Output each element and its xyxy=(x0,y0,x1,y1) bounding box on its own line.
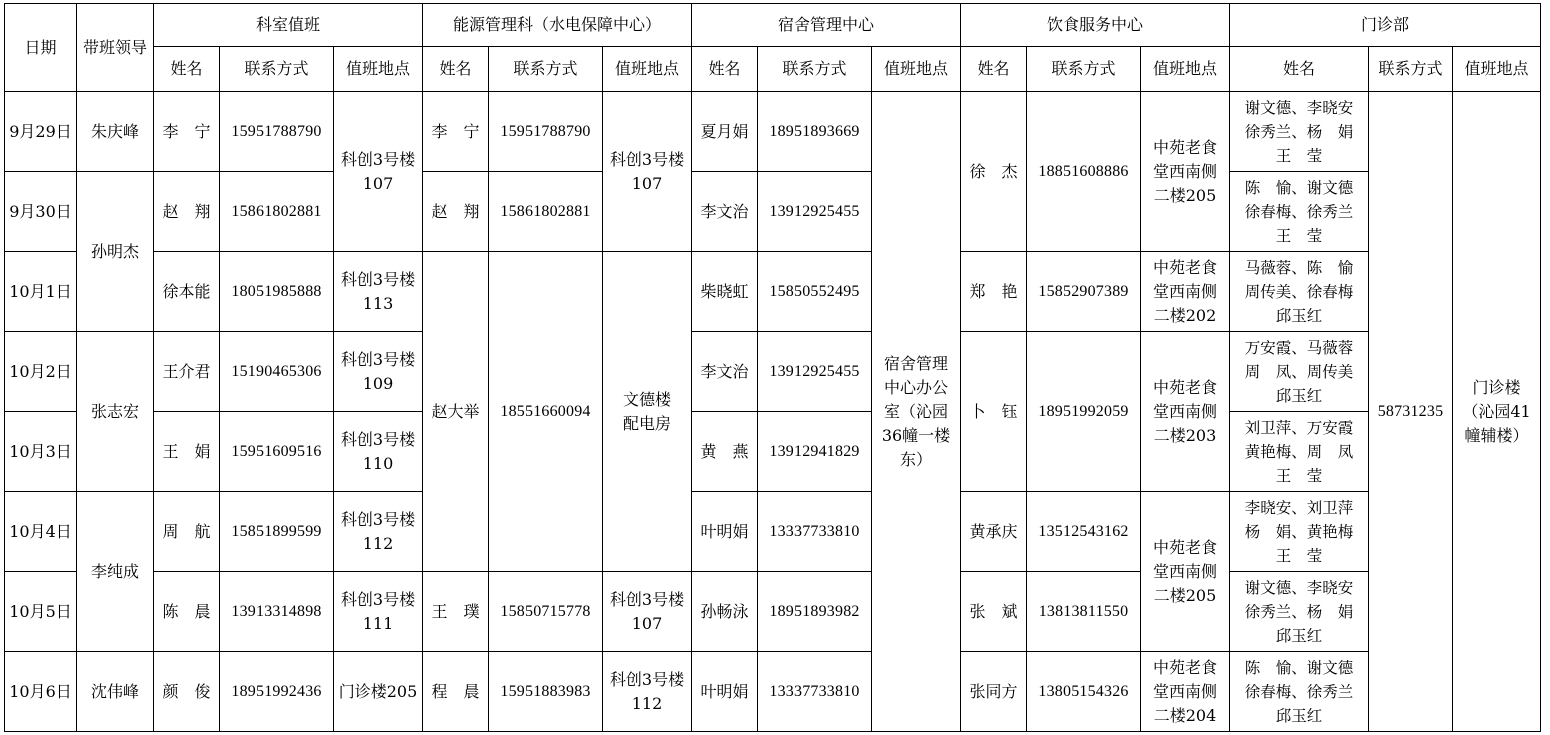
table-row xyxy=(5,92,1541,172)
dorm-name-cell: 叶明娟 xyxy=(692,652,758,732)
dorm-name-cell: 李文治 xyxy=(692,172,758,252)
energy-location-cell xyxy=(603,252,692,572)
clinic-location-header: 值班地点 xyxy=(1453,47,1541,92)
food-location-text: 中苑老食 堂西南侧 二楼202 xyxy=(1152,257,1217,325)
office-location-cell xyxy=(334,652,423,732)
office-location-text: 科创3号楼 110 xyxy=(340,429,416,473)
dorm-phone-cell: 13912925455 xyxy=(758,332,872,412)
clinic-names-text: 谢文德、李晓安 徐秀兰、杨 娟 王 莹 xyxy=(1244,98,1354,165)
food-name-cell: 郑 艳 xyxy=(961,252,1027,332)
clinic-names-text: 万安霞、马薇蓉 周 凤、周传美 邱玉红 xyxy=(1244,338,1354,405)
clinic-names-cell xyxy=(1230,332,1369,412)
office-location-text: 科创3号楼 111 xyxy=(340,589,416,633)
table-row xyxy=(5,652,1541,732)
leader-cell: 张志宏 xyxy=(77,332,154,492)
clinic-names-cell xyxy=(1230,252,1369,332)
energy-name-cell: 李 宁 xyxy=(423,92,489,172)
food-name-cell: 黄承庆 xyxy=(961,492,1027,572)
office-location-cell xyxy=(334,412,423,492)
clinic-names-text: 李晓安、刘卫萍 杨 娟、黄艳梅 王 莹 xyxy=(1244,498,1354,565)
office-phone-cell: 15190465306 xyxy=(220,332,334,412)
dorm-phone-cell: 15850552495 xyxy=(758,252,872,332)
food-location-cell xyxy=(1141,92,1230,252)
dorm-location-text: 宿舍管理 中心办公 室（沁园 36幢一楼 东） xyxy=(881,353,951,469)
leader-cell: 孙明杰 xyxy=(77,172,154,332)
food-location-text: 中苑老食 堂西南侧 二楼205 xyxy=(1152,537,1217,605)
office-contact-header: 联系方式 xyxy=(220,47,334,92)
sub-header-row xyxy=(5,47,1541,92)
food-phone-cell: 13813811550 xyxy=(1027,572,1141,652)
office-name-cell: 徐本能 xyxy=(154,252,220,332)
date-cell: 10月5日 xyxy=(5,572,77,652)
office-phone-cell: 18051985888 xyxy=(220,252,334,332)
energy-location-header: 值班地点 xyxy=(603,47,692,92)
food-location-cell xyxy=(1141,252,1230,332)
dorm-name-cell: 李文治 xyxy=(692,332,758,412)
energy-group-header: 能源管理科（水电保障中心） xyxy=(423,4,692,47)
clinic-contact-header: 联系方式 xyxy=(1369,47,1453,92)
dorm-location-header: 值班地点 xyxy=(872,47,961,92)
energy-name-header: 姓名 xyxy=(423,47,489,92)
clinic-phone-cell: 58731235 xyxy=(1369,92,1453,732)
date-cell: 10月2日 xyxy=(5,332,77,412)
clinic-names-cell xyxy=(1230,92,1369,172)
dorm-group-header: 宿舍管理中心 xyxy=(692,4,961,47)
energy-location-cell xyxy=(603,572,692,652)
date-cell: 10月6日 xyxy=(5,652,77,732)
office-location-cell xyxy=(334,572,423,652)
energy-phone-cell: 18551660094 xyxy=(489,252,603,572)
office-name-cell: 赵 翔 xyxy=(154,172,220,252)
dorm-phone-cell: 13337733810 xyxy=(758,652,872,732)
energy-name-cell: 赵大举 xyxy=(423,252,489,572)
office-location-text: 科创3号楼 112 xyxy=(340,509,416,553)
clinic-names-text: 陈 愉、谢文德 徐春梅、徐秀兰 王 莹 xyxy=(1244,178,1354,245)
dorm-name-cell: 孙畅泳 xyxy=(692,572,758,652)
dorm-name-cell: 黄 燕 xyxy=(692,412,758,492)
food-name-cell: 卜 钰 xyxy=(961,332,1027,492)
clinic-names-cell xyxy=(1230,412,1369,492)
office-location-cell xyxy=(334,92,423,252)
energy-phone-cell: 15951883983 xyxy=(489,652,603,732)
food-location-text: 中苑老食 堂西南侧 二楼204 xyxy=(1152,657,1217,725)
food-location-cell xyxy=(1141,492,1230,652)
clinic-names-cell xyxy=(1230,572,1369,652)
clinic-location-text: 门诊楼 （沁园41 幢辅楼） xyxy=(1462,377,1531,445)
energy-location-text: 文德楼 配电房 xyxy=(622,389,671,433)
energy-phone-cell: 15951788790 xyxy=(489,92,603,172)
food-name-cell: 张 斌 xyxy=(961,572,1027,652)
office-location-cell xyxy=(334,492,423,572)
clinic-group-header: 门诊部 xyxy=(1230,4,1541,47)
food-location-cell xyxy=(1141,652,1230,732)
office-location-header: 值班地点 xyxy=(334,47,423,92)
table-row xyxy=(5,412,1541,492)
dorm-phone-cell: 18951893669 xyxy=(758,92,872,172)
office-phone-cell: 15951788790 xyxy=(220,92,334,172)
food-name-header: 姓名 xyxy=(961,47,1027,92)
office-phone-cell: 15951609516 xyxy=(220,412,334,492)
food-group-header: 饮食服务中心 xyxy=(961,4,1230,47)
energy-phone-cell: 15850715778 xyxy=(489,572,603,652)
energy-phone-cell: 15861802881 xyxy=(489,172,603,252)
office-phone-cell: 13913314898 xyxy=(220,572,334,652)
energy-location-text: 科创3号楼 112 xyxy=(609,669,685,713)
leader-cell: 沈伟峰 xyxy=(77,652,154,732)
dorm-phone-cell: 13337733810 xyxy=(758,492,872,572)
date-cell: 9月29日 xyxy=(5,92,77,172)
duty-schedule-table xyxy=(4,3,1541,732)
dorm-name-cell: 夏月娟 xyxy=(692,92,758,172)
date-cell: 10月4日 xyxy=(5,492,77,572)
food-phone-cell: 15852907389 xyxy=(1027,252,1141,332)
office-name-header: 姓名 xyxy=(154,47,220,92)
group-header-row xyxy=(5,4,1541,47)
food-location-header: 值班地点 xyxy=(1141,47,1230,92)
food-phone-cell: 18951992059 xyxy=(1027,332,1141,492)
date-header: 日期 xyxy=(5,4,77,92)
food-phone-cell: 13512543162 xyxy=(1027,492,1141,572)
office-name-cell: 陈 晨 xyxy=(154,572,220,652)
clinic-names-cell xyxy=(1230,172,1369,252)
dorm-contact-header: 联系方式 xyxy=(758,47,872,92)
office-name-cell: 王 娟 xyxy=(154,412,220,492)
clinic-names-cell xyxy=(1230,492,1369,572)
office-location-text: 科创3号楼 107 xyxy=(340,149,416,193)
leader-header: 带班领导 xyxy=(77,4,154,92)
clinic-names-text: 谢文德、李晓安 徐秀兰、杨 娟 邱玉红 xyxy=(1244,578,1354,645)
clinic-location-cell xyxy=(1453,92,1541,732)
office-location-text: 科创3号楼 113 xyxy=(340,269,416,313)
clinic-names-text: 陈 愉、谢文德 徐春梅、徐秀兰 邱玉红 xyxy=(1244,658,1354,725)
dorm-name-header: 姓名 xyxy=(692,47,758,92)
food-phone-cell: 13805154326 xyxy=(1027,652,1141,732)
energy-name-cell: 程 晨 xyxy=(423,652,489,732)
energy-location-text: 科创3号楼 107 xyxy=(609,149,685,193)
food-location-text: 中苑老食 堂西南侧 二楼205 xyxy=(1152,137,1217,205)
office-name-cell: 李 宁 xyxy=(154,92,220,172)
office-phone-cell: 18951992436 xyxy=(220,652,334,732)
date-cell: 10月3日 xyxy=(5,412,77,492)
dorm-phone-cell: 13912941829 xyxy=(758,412,872,492)
energy-location-cell xyxy=(603,92,692,252)
energy-location-cell xyxy=(603,652,692,732)
office-group-header: 科室值班 xyxy=(154,4,423,47)
leader-cell: 李纯成 xyxy=(77,492,154,652)
energy-name-cell: 赵 翔 xyxy=(423,172,489,252)
food-name-cell: 徐 杰 xyxy=(961,92,1027,252)
clinic-names-cell xyxy=(1230,652,1369,732)
dorm-phone-cell: 13912925455 xyxy=(758,172,872,252)
office-phone-cell: 15851899599 xyxy=(220,492,334,572)
food-location-text: 中苑老食 堂西南侧 二楼203 xyxy=(1152,377,1217,445)
table-row xyxy=(5,172,1541,252)
office-phone-cell: 15861802881 xyxy=(220,172,334,252)
office-location-cell xyxy=(334,252,423,332)
table-row xyxy=(5,252,1541,332)
energy-location-text: 科创3号楼 107 xyxy=(609,589,685,633)
clinic-names-text: 马薇蓉、陈 愉 周传美、徐春梅 邱玉红 xyxy=(1244,258,1354,325)
energy-contact-header: 联系方式 xyxy=(489,47,603,92)
dorm-name-cell: 柴晓虹 xyxy=(692,252,758,332)
food-location-cell xyxy=(1141,332,1230,492)
leader-cell: 朱庆峰 xyxy=(77,92,154,172)
food-name-cell: 张同方 xyxy=(961,652,1027,732)
food-phone-cell: 18851608886 xyxy=(1027,92,1141,252)
date-cell: 9月30日 xyxy=(5,172,77,252)
dorm-location-cell xyxy=(872,92,961,732)
clinic-names-text: 刘卫萍、万安霞 黄艳梅、周 凤 王 莹 xyxy=(1244,418,1354,485)
dorm-phone-cell: 18951893982 xyxy=(758,572,872,652)
office-name-cell: 周 航 xyxy=(154,492,220,572)
date-cell: 10月1日 xyxy=(5,252,77,332)
food-contact-header: 联系方式 xyxy=(1027,47,1141,92)
office-location-cell xyxy=(334,332,423,412)
table-row xyxy=(5,492,1541,572)
clinic-name-header: 姓名 xyxy=(1230,47,1369,92)
office-name-cell: 王介君 xyxy=(154,332,220,412)
office-location-text: 科创3号楼 109 xyxy=(340,349,416,393)
energy-name-cell: 王 璞 xyxy=(423,572,489,652)
office-name-cell: 颜 俊 xyxy=(154,652,220,732)
dorm-name-cell: 叶明娟 xyxy=(692,492,758,572)
table-row xyxy=(5,572,1541,652)
office-location-text: 门诊楼205 xyxy=(338,681,418,701)
table-row xyxy=(5,332,1541,412)
